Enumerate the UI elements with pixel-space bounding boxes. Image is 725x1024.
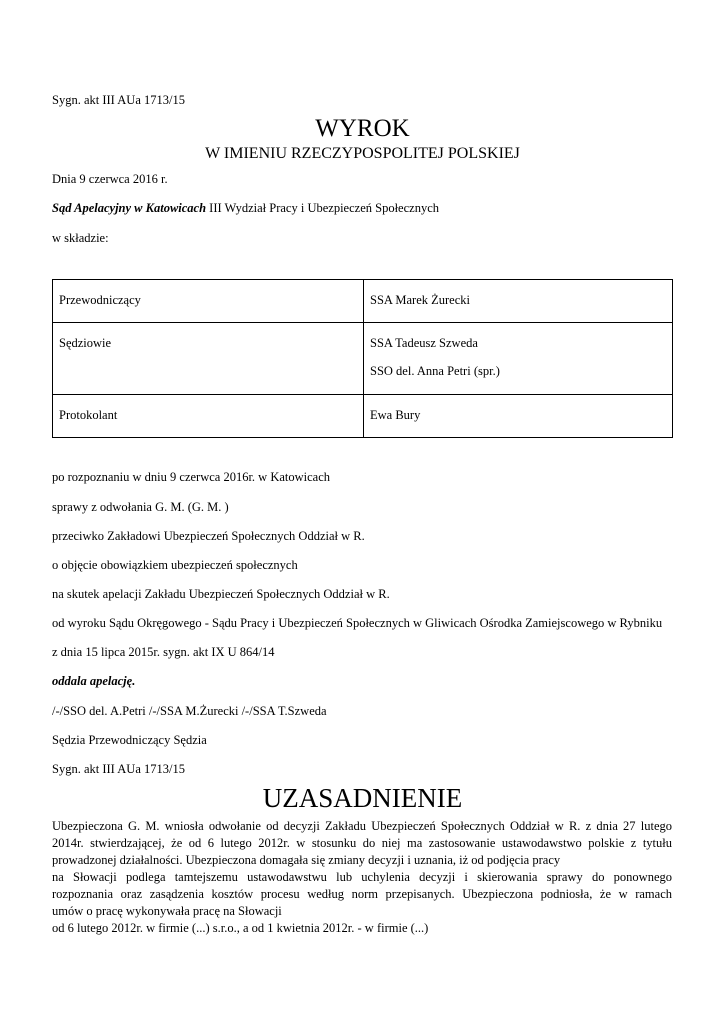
judgment-date: Dnia 9 czerwca 2016 r. — [52, 172, 168, 186]
court-division: III Wydział Pracy i Ubezpieczeń Społecznych — [206, 201, 439, 215]
verdict: oddala apelację. — [52, 674, 136, 688]
roles-line: Sędzia Przewodniczący Sędzia — [52, 733, 207, 747]
paragraph-line: prowadzonej działalności. Ubezpieczona domagała się zmiany decyzji i uznania, iż od podjęcia pracy — [52, 853, 561, 867]
chair-value: SSA Marek Żurecki — [364, 280, 673, 323]
lower-court-line: od wyroku Sądu Okręgowego - Sądu Pracy i Ubezpieczeń Społecznych w Gliwicach Ośrodka Zamiejscowego w Rybniku — [52, 616, 663, 630]
paragraph-line: 2014r. stwierdzającej, że od 6 lutego 2012r. w stosunku do niej ma zastosowanie ustawodawstwo polskie z tytułu — [52, 836, 672, 850]
court-panel-table — [52, 279, 673, 438]
table-row — [53, 280, 673, 323]
case-signature-2: Sygn. akt III AUa 1713/15 — [52, 762, 185, 776]
appeal-line: na skutek apelacji Zakładu Ubezpieczeń Społecznych Oddział w R. — [52, 587, 390, 601]
paragraph-line: na Słowacji podlega tamtejszemu ustawodawstwu lub uchylenia decyzji i skierowania sprawy do ponownego — [52, 870, 672, 884]
clerk-label: Protokolant — [53, 395, 364, 438]
hearing-line: po rozpoznaniu w dniu 9 czerwca 2016r. w Katowicach — [52, 470, 331, 484]
against-line: przeciwko Zakładowi Ubezpieczeń Społecznych Oddział w R. — [52, 529, 365, 543]
justification-paragraph — [52, 818, 672, 937]
subject-line: o objęcie obowiązkiem ubezpieczeń społecznych — [52, 558, 298, 572]
signatures-line: /-/SSO del. A.Petri /-/SSA M.Żurecki /-/SSA T.Szweda — [52, 704, 327, 718]
table-row — [53, 323, 673, 395]
paragraph-line: od 6 lutego 2012r. w firmie (...) s.r.o., a od 1 kwietnia 2012r. - w firmie (...) — [52, 921, 429, 935]
table-row — [53, 395, 673, 438]
composition-intro: w składzie: — [52, 231, 109, 245]
case-line: sprawy z odwołania G. M. (G. M. ) — [52, 500, 229, 514]
judges-label: Sędziowie — [53, 323, 364, 395]
chair-label: Przewodniczący — [53, 280, 364, 323]
judgment-subtitle: W IMIENIU RZECZYPOSPOLITEJ POLSKIEJ — [205, 145, 520, 162]
paragraph-line: umów o pracę wykonywała pracę na Słowacji — [52, 904, 282, 918]
judge-1: SSA Tadeusz Szweda — [370, 336, 478, 350]
justification-title: UZASADNIENIE — [262, 783, 463, 813]
paragraph-line: Ubezpieczona G. M. wniosła odwołanie od decyzji Zakładu Ubezpieczeń Społecznych Oddział w R. z dnia 27 lutego — [52, 819, 672, 833]
lower-judgment-line: z dnia 15 lipca 2015r. sygn. akt IX U 864/14 — [52, 645, 275, 659]
paragraph-line: rozpoznania oraz zasądzenia kosztów procesu według norm przepisanych. Ubezpieczona podniosła, że w ramach — [52, 887, 672, 901]
court-name — [52, 200, 439, 216]
judge-2: SSO del. Anna Petri (spr.) — [370, 364, 500, 378]
clerk-value: Ewa Bury — [364, 395, 673, 438]
court-name-bold: Sąd Apelacyjny w Katowicach — [52, 201, 207, 215]
judgment-title: WYROK — [315, 115, 410, 142]
judges-value — [364, 323, 673, 395]
case-signature: Sygn. akt III AUa 1713/15 — [52, 93, 185, 107]
